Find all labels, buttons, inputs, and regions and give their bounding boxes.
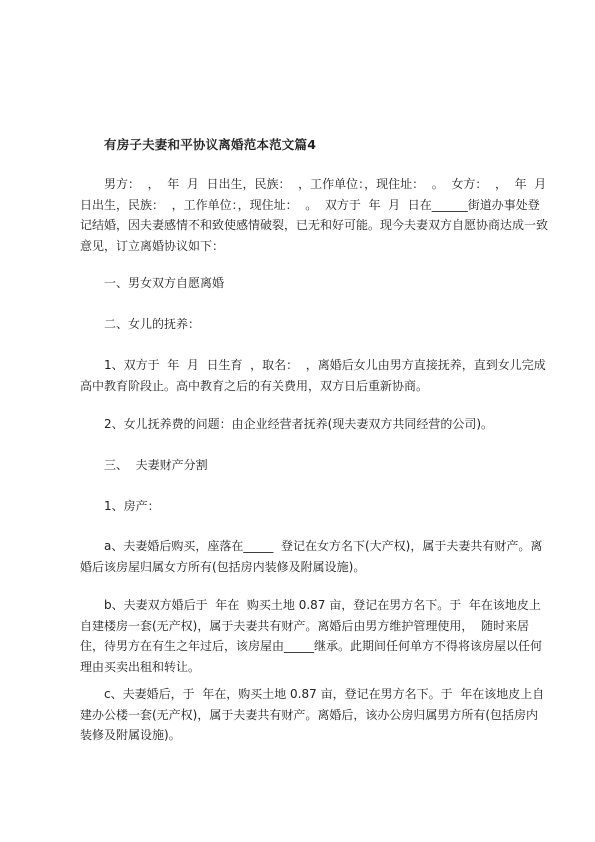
item-3-b-paragraph: b、夫妻双方婚后于 年在 购买土地 0.87 亩，登记在男方名下。于 年在该地皮上自建楼房一套(无产权)，属于夫妻共有财产。离婚后由男方维护管理使用， 随时来居住，待男方在有生之年过后，该房屋由_____继承。此期间任何单方不得将该房屋以任何理由买卖出租和转让。 [80,598,543,674]
item-2-2-paragraph: 2、女儿抚养费的问题：由企业经营者抚养(现夫妻双方共同经营的公司)。 [104,417,494,431]
section-3-heading: 三、 夫妻财产分割 [104,458,208,472]
intro-paragraph: 男方： ， 年 月 日出生，民族： ，工作单位：，现住址： 。 女方： ， 年 月 日出生，民族： ，工作单位：，现住址： 。 双方于 年 月 日在______街道办事处登记结婚，因夫妻感情不和致使感情破裂，已无和好可能。现今夫妻双方自愿协商达成一致意见，订立离婚协议如下： [80,177,554,253]
item-3-1-heading: 1、房产： [104,499,160,513]
item-3-a-paragraph: a、夫妻婚后购买，座落在_____ 登记在女方名下(大产权)，属于夫妻共有财产。离婚后该房屋归属女方所有(包括房内装修及附属设施)。 [80,539,543,574]
section-1-heading: 一、男女双方自愿离婚 [104,276,225,290]
item-2-1-paragraph: 1、双方于 年 月 日生育 ，取名： ，离婚后女儿由男方直接抚养，直到女儿完成高中教育阶段止。高中教育之后的有关费用，双方日后重新协商。 [80,358,546,393]
section-2-heading: 二、女儿的抚养： [104,317,201,331]
item-3-c-paragraph: c、夫妻婚后，于 年在，购买土地 0.87 亩，登记在男方名下。于 年在该地皮上自建办公楼一套(无产权)，属于夫妻共有财产。离婚后，该办公房归属男方所有(包括房内装修及附属设施)。 [80,687,545,742]
document-title: 有房子夫妻和平协议离婚范本范文篇4 [104,137,317,152]
